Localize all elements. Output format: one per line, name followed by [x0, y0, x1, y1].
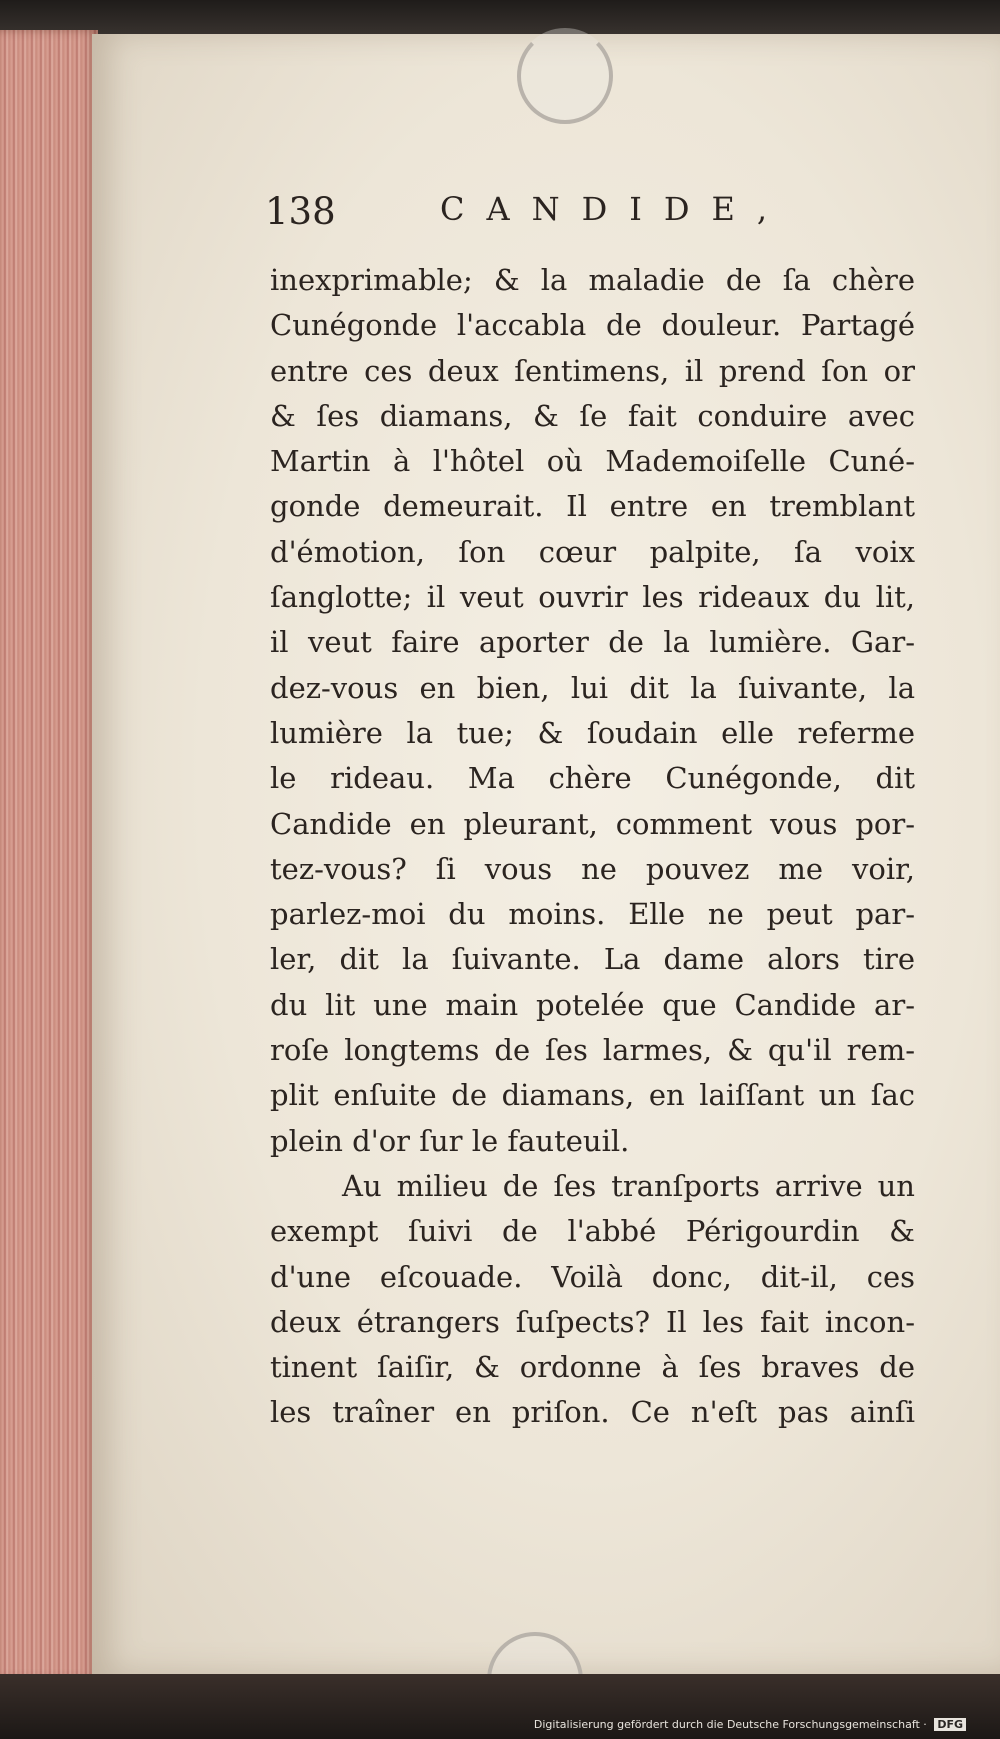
page-clip-top: [517, 28, 613, 124]
text-line: entre ces deux ſentimens, il prend ſon or: [270, 353, 915, 388]
dfg-logo: DFG: [934, 1718, 966, 1731]
text-line: plit enſuite de diamans, en laiſſant un ſac: [270, 1078, 915, 1113]
text-line: d'émotion, ſon cœur palpite, ſa voix: [270, 534, 915, 569]
page-number: 138: [265, 190, 336, 233]
text-line: Cunégonde l'accabla de douleur. Partagé: [270, 308, 915, 343]
text-line: dez-vous en bien, lui dit la ſuivante, la: [270, 670, 915, 705]
text-line: lumière la tue; & ſoudain elle referme: [270, 715, 915, 750]
scan-top-edge: [0, 0, 1000, 38]
text-line: ſanglotte; il veut ouvrir les rideaux du lit,: [270, 580, 915, 615]
text-line: du lit une main potelée que Candide ar-: [270, 987, 915, 1022]
text-line: roſe longtems de ſes larmes, & qu'il rem-: [270, 1033, 915, 1068]
page-edges: [0, 30, 98, 1680]
text-line-paragraph-start: Au milieu de ſes tranſports arrive un: [342, 1168, 915, 1203]
text-line: Martin à l'hôtel où Mademoiſelle Cuné-: [270, 444, 915, 479]
text-line: il veut faire aporter de la lumière. Gar-: [270, 625, 915, 660]
running-title: CANDIDE,: [440, 190, 790, 228]
text-line: ler, dit la ſuivante. La dame alors tire: [270, 942, 915, 977]
text-line: tinent ſaiſir, & ordonne à ſes braves de: [270, 1350, 915, 1385]
body-text: [270, 258, 915, 1436]
text-line: tez-vous? ſi vous ne pouvez me voir,: [270, 851, 915, 886]
text-line: exempt ſuivi de l'abbé Périgourdin &: [270, 1214, 915, 1249]
digitization-note: Digitalisierung gefördert durch die Deutsche Forschungsgemeinschaft ·: [533, 1718, 927, 1731]
text-line: Candide en pleurant, comment vous por-: [270, 806, 915, 841]
text-line: inexprimable; & la maladie de ſa chère: [270, 263, 915, 297]
text-line: parlez-moi du moins. Elle ne peut par-: [270, 897, 915, 932]
digitization-credit: [534, 1718, 966, 1731]
text-line: les traîner en priſon. Ce n'eſt pas ainſi: [270, 1395, 915, 1430]
text-line-paragraph-end: plein d'or ſur le fauteuil.: [270, 1123, 630, 1158]
text-line: gonde demeurait. Il entre en tremblant: [270, 489, 915, 524]
text-line: le rideau. Ma chère Cunégonde, dit: [270, 761, 915, 796]
text-line: d'une eſcouade. Voilà donc, dit-il, ces: [270, 1259, 915, 1294]
text-line: & ſes diamans, & ſe fait conduire avec: [270, 398, 915, 433]
text-line: deux étrangers ſuſpects? Il les fait incon-: [270, 1304, 915, 1339]
